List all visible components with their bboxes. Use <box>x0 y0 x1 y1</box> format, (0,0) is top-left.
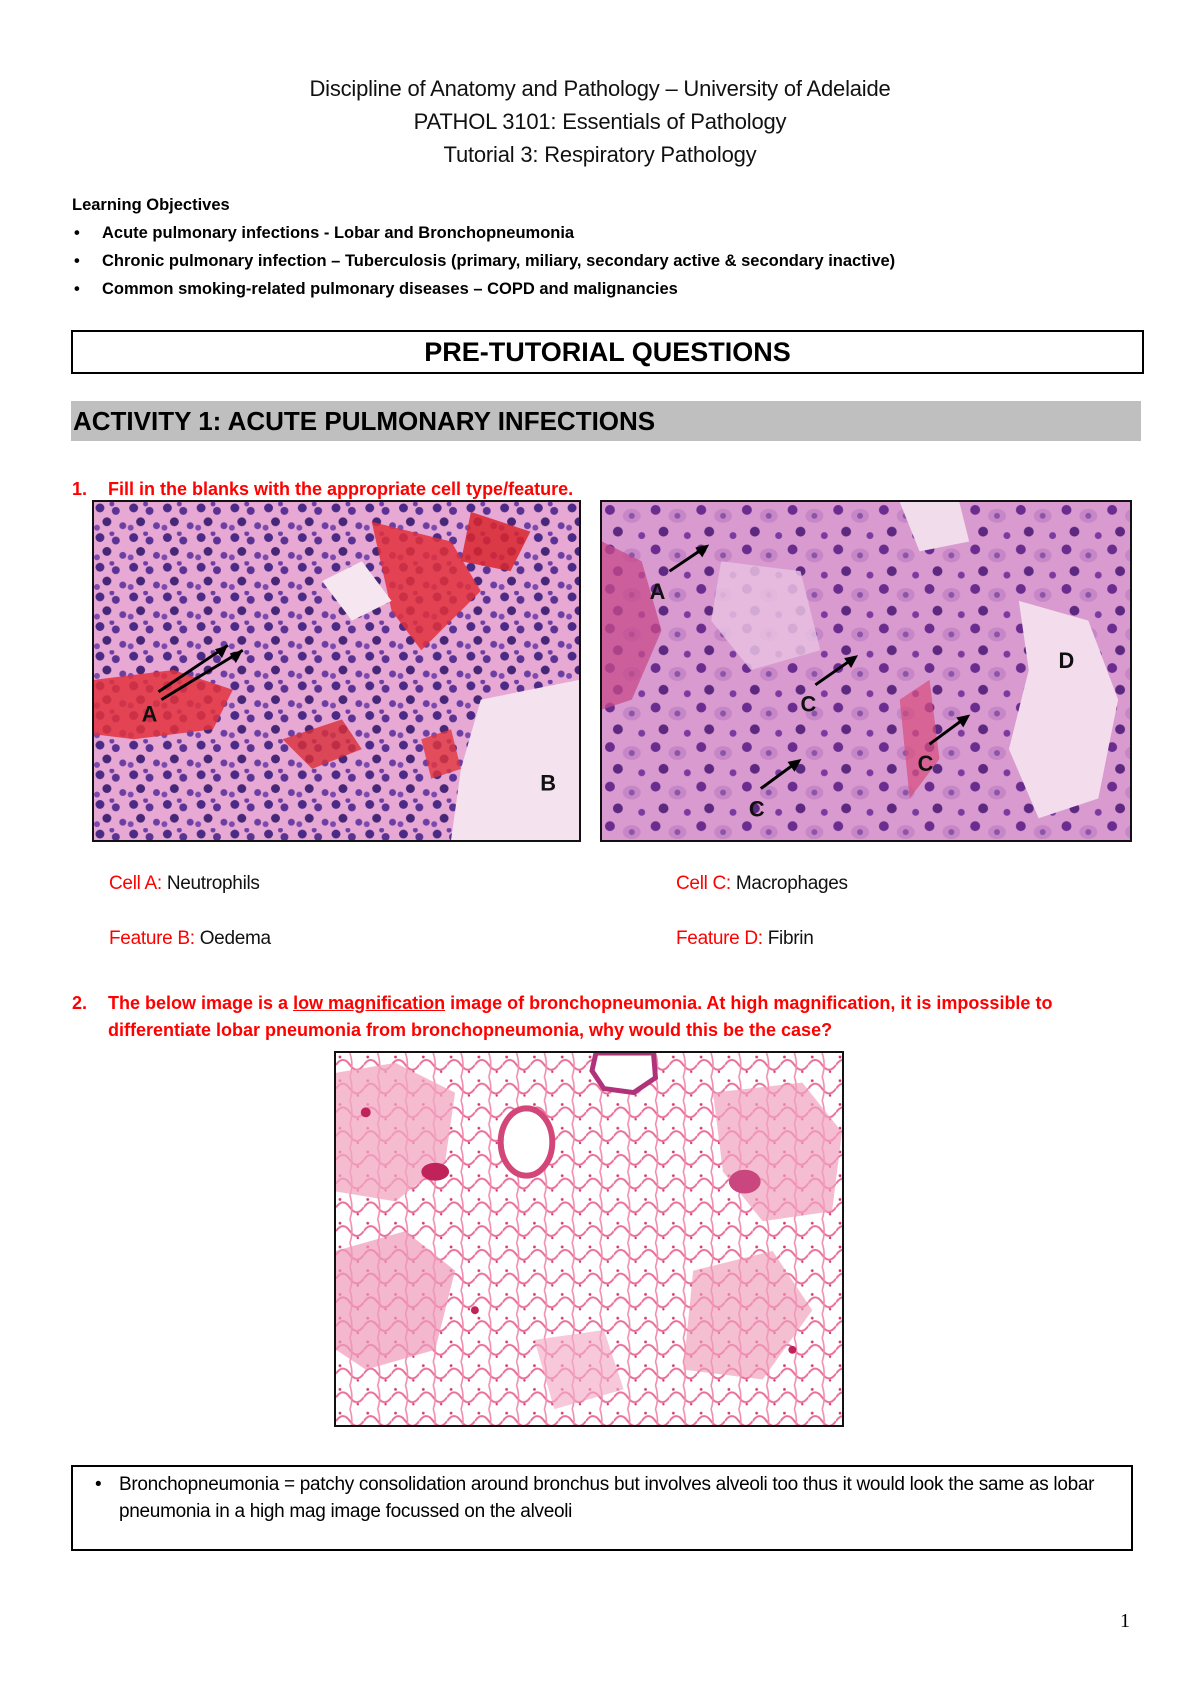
image-label-d: D <box>1058 648 1075 674</box>
header-tutorial: Tutorial 3: Respiratory Pathology <box>443 142 757 167</box>
question-2 <box>72 990 1152 1044</box>
question-1 <box>72 476 1152 503</box>
micrograph-bronchopneumonia-low-mag <box>334 1051 844 1427</box>
list-item: • Chronic pulmonary infection – Tuberculosis (primary, miliary, secondary active & secondary inactive) <box>72 247 1152 275</box>
page-number: 1 <box>1120 1610 1130 1632</box>
answer-cell-a-label: Cell A: <box>109 873 162 894</box>
image-label-b: B <box>540 770 557 796</box>
learning-objectives-list <box>72 219 1152 303</box>
learning-objectives <box>72 196 1152 303</box>
question-1-number: 1. <box>72 479 88 499</box>
list-item: • Acute pulmonary infections - Lobar and Bronchopneumonia <box>72 219 1152 247</box>
pretutorial-title-box: PRE-TUTORIAL QUESTIONS <box>71 330 1144 374</box>
answer-feature-d-label: Feature D: <box>676 928 763 949</box>
answer-cell-c-label: Cell C: <box>676 873 731 894</box>
answer-feature-b <box>109 928 271 950</box>
answer-cell-c-value: Macrophages <box>735 873 848 894</box>
question-1-text: Fill in the blanks with the appropriate cell type/feature. <box>108 479 574 499</box>
header-discipline: Discipline of Anatomy and Pathology – University of Adelaide <box>309 76 891 101</box>
activity-1-heading: ACTIVITY 1: ACUTE PULMONARY INFECTIONS <box>71 401 1141 441</box>
image-label-c: C <box>917 750 934 776</box>
learning-objectives-title: Learning Objectives <box>72 196 230 214</box>
answer-feature-d-value: Fibrin <box>767 928 814 949</box>
answer-cell-a <box>109 873 260 895</box>
image-label-c: C <box>748 796 765 822</box>
answer-cell-c <box>676 873 848 895</box>
answer-feature-b-value: Oedema <box>199 928 271 949</box>
question-2-answer: Bronchopneumonia = patchy consolidation around bronchus but involves alveoli too thus it would look the same as lobar pneumonia in a high mag image focussed on the alveoli <box>119 1474 1095 1522</box>
question-2-emphasis: low magnification <box>293 993 446 1013</box>
bullet: • <box>95 1474 102 1495</box>
document-header <box>0 72 1200 171</box>
image-label-c: C <box>800 691 817 717</box>
list-item: • Common smoking-related pulmonary diseases – COPD and malignancies <box>72 275 1152 303</box>
micrograph-neutrophils <box>92 500 581 842</box>
question-2-answer-box <box>71 1465 1133 1551</box>
question-2-number: 2. <box>72 993 88 1013</box>
micrograph-macrophages <box>600 500 1132 842</box>
answer-feature-d <box>676 928 813 950</box>
header-course: PATHOL 3101: Essentials of Pathology <box>413 109 787 134</box>
answer-cell-a-value: Neutrophils <box>166 873 260 894</box>
image-label-a: A <box>649 578 666 604</box>
question-2-text: The below image is a low magnification image of bronchopneumonia. At high magnification, it is impossible to differentiate lobar pneumonia from bronchopneumonia, why would this be the case? <box>108 993 1053 1040</box>
answer-feature-b-label: Feature B: <box>109 928 195 949</box>
image-label-a: A <box>141 701 158 727</box>
